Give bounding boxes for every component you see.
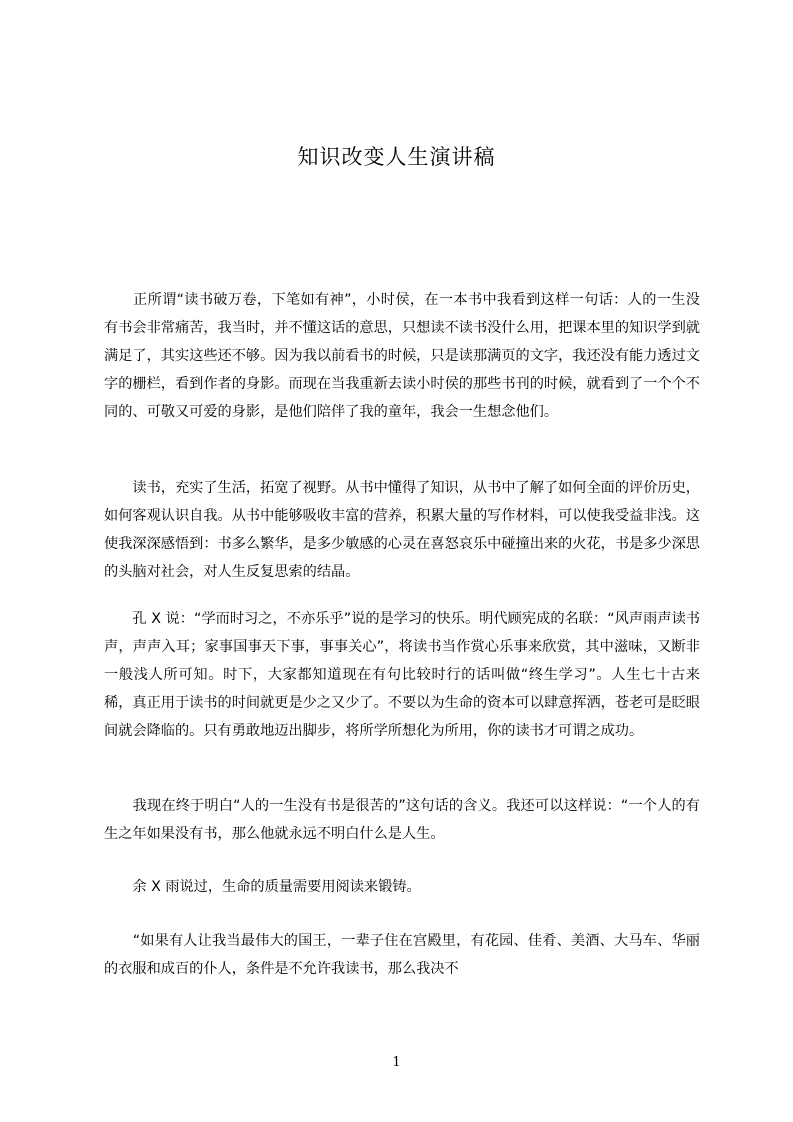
paragraph-4: 我现在终于明白“人的一生没有书是很苦的”这句话的含义。我还可以这样说：“一个人的有生之年如果没有书，那么他就永远不明白什么是人生。 <box>104 798 700 842</box>
paragraph-1: 正所谓“读书破万卷，下笔如有神”，小时侯，在一本书中我看到这样一句话：人的一生没有书会非常痛苦，我当时，并不懂这话的意思，只想读不读书没什么用，把课本里的知识学到就满足了，其实这些还不够。因为我以前看书的时候，只是读那满页的文字，我还没有能力透过文字的栅栏，看到作者的身影。而现在当我重新去读小时侯的那些书刊的时候，就看到了一个个不同的、可敬又可爱的身影，是他们陪伴了我的童年，我会一生想念他们。 <box>104 292 700 420</box>
paragraph-6: “如果有人让我当最伟大的国王，一辈子住在宫殿里，有花园、佳肴、美酒、大马车、华丽的衣服和成百的仆人，条件是不允许我读书，那么我决不 <box>104 933 700 977</box>
paragraph-2: 读书，充实了生活，拓宽了视野。从书中懂得了知识，从书中了解了如何全面的评价历史，如何客观认识自我。从书中能够吸收丰富的营养，积累大量的写作材料，可以使我受益非浅。这使我深深感悟到：书多么繁华，是多少敏感的心灵在喜怒哀乐中碰撞出来的火花，书是多少深思的头脑对社会，对人生反复思索的结晶。 <box>104 480 700 580</box>
paragraph-5: 余 X 雨说过，生命的质量需要用阅读来锻铸。 <box>104 879 421 895</box>
paragraph-3: 孔 X 说：“学而时习之，不亦乐乎”说的是学习的快乐。明代顾宪成的名联：“风声雨声读书声，声声入耳；家事国事天下事，事事关心”，将读书当作赏心乐事来欣赏，其中滋味，又断非一般浅人所可知。时下，大家都知道现在有句比较时行的话叫做“终生学习”。人生七十古来稀，真正用于读书的时间就更是少之又少了。不要以为生命的资本可以肆意挥洒，苍老可是眨眼间就会降临的。只有勇敢地迈出脚步，将所学所想化为所用，你的读书才可谓之成功。 <box>104 611 700 739</box>
document-title: 知识改变人生演讲稿 <box>297 145 496 169</box>
page-number: 1 <box>392 1055 401 1070</box>
